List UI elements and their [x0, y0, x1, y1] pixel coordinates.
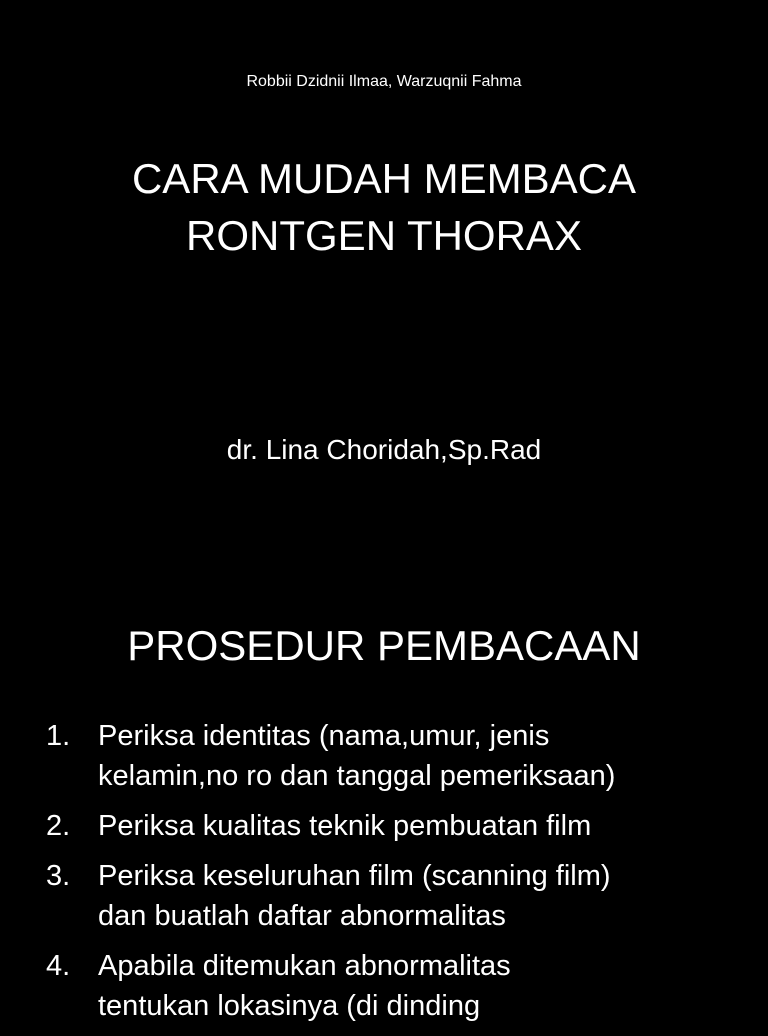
- step-number: 1.: [46, 720, 71, 752]
- step-text-line: Periksa keseluruhan film (scanning film): [98, 860, 611, 892]
- step-text-line: dan buatlah daftar abnormalitas: [98, 900, 506, 932]
- step-number: 4.: [46, 950, 71, 982]
- step-text-line: kelamin,no ro dan tanggal pemeriksaan): [98, 760, 616, 792]
- procedure-step-3: [46, 856, 746, 936]
- step-text-line: Periksa kualitas teknik pembuatan film: [98, 810, 592, 842]
- step-text-line: Periksa identitas (nama,umur, jenis: [98, 720, 550, 752]
- step-text-line: tentukan lokasinya (di dinding: [98, 990, 481, 1022]
- procedure-title: PROSEDUR PEMBACAAN: [127, 622, 641, 669]
- step-text-line: Apabila ditemukan abnormalitas: [98, 950, 511, 982]
- slide-title-line-1: CARA MUDAH MEMBACA: [131, 155, 637, 202]
- author-name: dr. Lina Choridah,Sp.Rad: [226, 434, 542, 465]
- procedure-step-4: [46, 946, 746, 1026]
- procedure-step-1: [46, 716, 746, 796]
- header-note: Robbii Dzidnii Ilmaa, Warzuqnii Fahma: [246, 73, 522, 90]
- procedure-step-2: [46, 806, 746, 846]
- procedure-steps-list: [46, 716, 746, 1036]
- procedure-slide: [0, 576, 768, 1024]
- step-number: 3.: [46, 860, 71, 892]
- slide-title-line-2: RONTGEN THORAX: [186, 212, 582, 259]
- step-number: 2.: [46, 810, 71, 842]
